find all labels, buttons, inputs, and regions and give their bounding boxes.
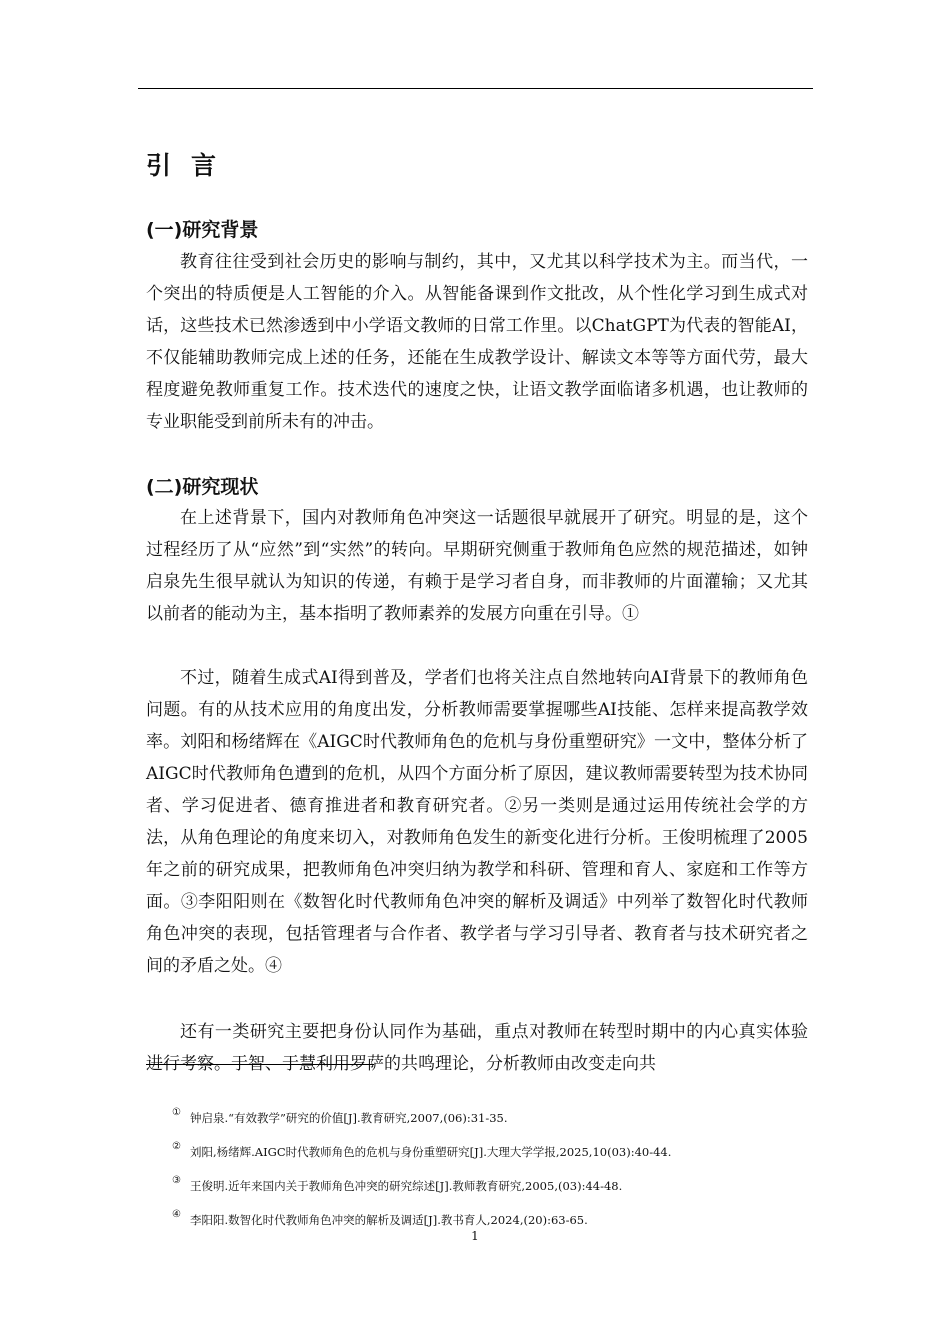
footnote-text: 李阳阳.数智化时代教师角色冲突的解析及调适[J].教书育人,2024,(20):63-65. xyxy=(190,1213,588,1227)
paragraph-status-3: 还有一类研究主要把身份认同作为基础，重点对教师在转型时期中的内心真实体验进行考察。于智、于慧利用罗萨的共鸣理论，分析教师由改变走向共 xyxy=(146,1022,808,1074)
footnote-item xyxy=(172,1107,671,1144)
footnote-item xyxy=(172,1175,671,1212)
section-heading-status: (二)研究现状 xyxy=(146,476,259,498)
footnote-text: 刘阳,杨绪辉.AIGC时代教师角色的危机与身份重塑研究[J].大理大学学报,2025,10(03):40-44. xyxy=(190,1145,672,1159)
footnote-mark: ② xyxy=(172,1141,181,1152)
section-heading-background: (一)研究背景 xyxy=(146,219,259,241)
footnote-mark: ① xyxy=(172,1107,181,1118)
footnote-list xyxy=(172,1107,672,1246)
footnote-item xyxy=(172,1141,672,1178)
paragraph-status-2: 不过，随着生成式AI得到普及，学者们也将关注点自然地转向AI背景下的教师角色问题。有的从技术应用的角度出发，分析教师需要掌握哪些AI技能、怎样来提高教学效率。刘阳和杨绪辉在《AIGC时代教师角色的危机与身份重塑研究》一文中，整体分析了AIGC时代教师角色遭到的危机，从四个方面分析了原因，建议教师需要转型为技术协同者、学习促进者、德育推进者和教育研究者。②另一类则是通过运用传统社会学的方法，从角色理论的角度来切入，对教师角色发生的新变化进行分析。王俊明梳理了2005年之前的研究成果，把教师角色冲突归纳为教学和科研、管理和育人、家庭和工作等方面。③李阳阳则在《数智化时代教师角色冲突的解析及调适》中列举了数智化时代教师角色冲突的表现，包括管理者与合作者、教学者与学习引导者、教育者与技术研究者之间的矛盾之处。④ xyxy=(146,668,808,976)
paragraph-background: 教育往往受到社会历史的影响与制约，其中，又尤其以科学技术为主。而当代，一个突出的特质便是人工智能的介入。从智能备课到作文批改，从个性化学习到生成式对话，这些技术已然渗透到中小学语文教师的日常工作里。以ChatGPT为代表的智能AI，不仅能辅助教师完成上述的任务，还能在生成教学设计、解读文本等等方面代劳，最大程度避免教师重复工作。技术迭代的速度之快，让语文教学面临诸多机遇，也让教师的专业职能受到前所未有的冲击。 xyxy=(146,252,808,432)
paragraph-status-1: 在上述背景下，国内对教师角色冲突这一话题很早就展开了研究。明显的是，这个过程经历了从“应然”到“实然”的转向。早期研究侧重于教师角色应然的规范描述，如钟启泉先生很早就认为知识的传递，有赖于是学习者自身，而非教师的片面灌输；又尤其以前者的能动为主，基本指明了教师素养的发展方向重在引导。① xyxy=(146,508,808,624)
footnote-text: 王俊明.近年来国内关于教师角色冲突的研究综述[J].教师教育研究,2005,(03):44-48. xyxy=(190,1179,623,1193)
header-rule xyxy=(138,88,813,89)
footnote-text: 钟启泉.“有效教学”研究的价值[J].教育研究,2007,(06):31-35. xyxy=(190,1111,508,1125)
footnote-mark: ④ xyxy=(172,1209,181,1220)
page-number: 1 xyxy=(471,1229,479,1243)
footnote-rule xyxy=(146,1064,374,1065)
footnote-mark: ③ xyxy=(172,1175,181,1186)
chapter-title: 引言 xyxy=(146,151,237,180)
